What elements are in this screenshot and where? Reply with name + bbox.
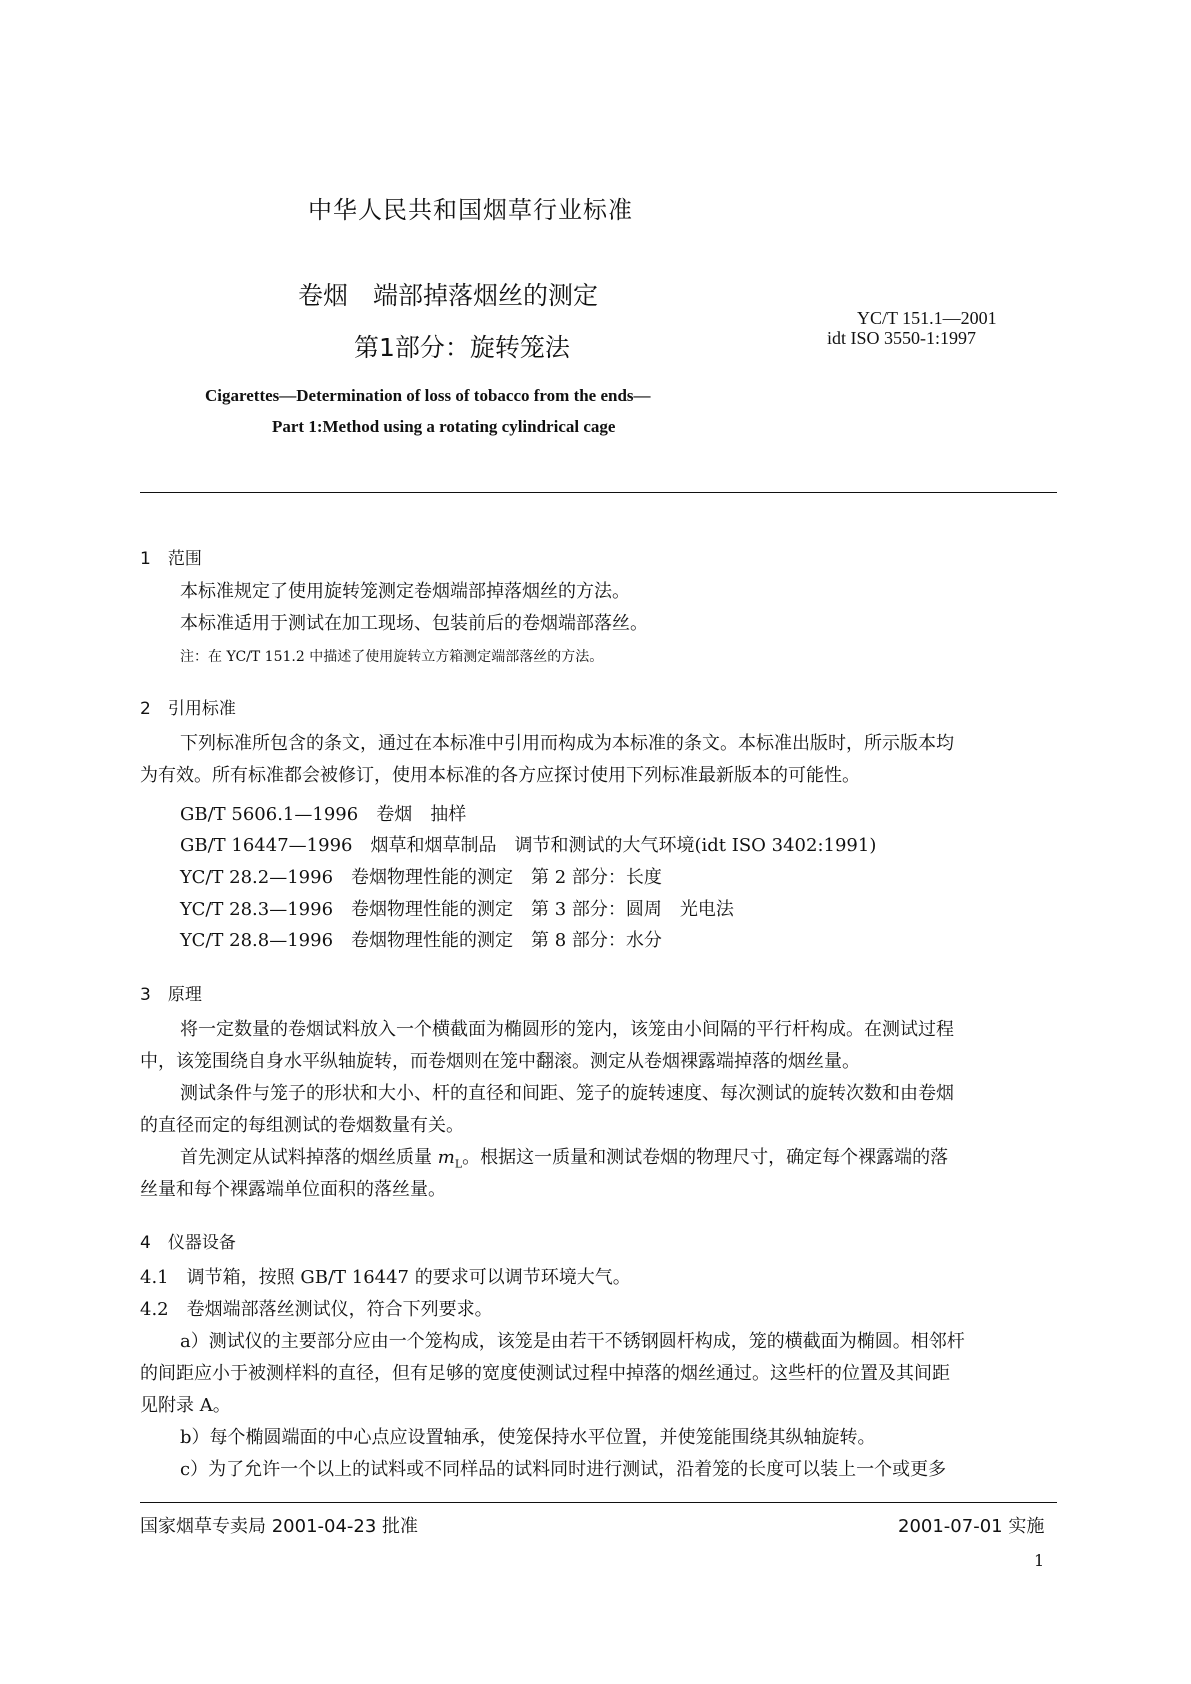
reference-item: YC/T 28.2—1996 卷烟物理性能的测定 第 2 部分：长度 [180,867,662,888]
section-3-paragraph-3-line2: 丝量和每个裸露端单位面积的落丝量。 [140,1179,446,1200]
english-title-line1: Cigarettes—Determination of loss of tobacco from the ends— [205,386,651,405]
mass-variable: m [437,1147,455,1168]
header-divider [140,492,1057,493]
section-4-heading: 4 仪器设备 [140,1233,236,1253]
standard-code: YC/T 151.1—2001 [857,308,997,328]
item-c-line1: c）为了允许一个以上的试料或不同样品的试料同时进行测试，沿着笼的长度可以装上一个或更多 [180,1459,947,1480]
text-run: 。根据这一质量和测试卷烟的物理尺寸，确定每个裸露端的落 [462,1147,949,1168]
item-a-line2: 的间距应小于被测样料的直径，但有足够的宽度使测试过程中掉落的烟丝通过。这些杆的位置及其间距 [140,1363,950,1384]
section-2-paragraph-line2: 为有效。所有标准都会被修订，使用本标准的各方应探讨使用下列标准最新版本的可能性。 [140,765,860,786]
section-1-heading: 1 范围 [140,549,202,569]
section-3-heading: 3 原理 [140,985,202,1005]
section-3-paragraph-2-line1: 测试条件与笼子的形状和大小、杆的直径和间距、笼子的旋转速度、每次测试的旋转次数和由卷烟 [180,1083,954,1104]
effective-date: 2001-07-01 实施 [898,1516,1045,1537]
item-b-line1: b）每个椭圆端面的中心点应设置轴承，使笼保持水平位置，并使笼能围绕其纵轴旋转。 [180,1427,876,1448]
reference-item: YC/T 28.8—1996 卷烟物理性能的测定 第 8 部分：水分 [180,930,662,951]
idt-code: idt ISO 3550-1:1997 [827,328,977,348]
section-2-paragraph-line1: 下列标准所包含的条文，通过在本标准中引用而构成为本标准的条文。本标准出版时，所示版本均 [180,733,954,754]
english-title-line2: Part 1:Method using a rotating cylindrical cage [272,417,616,436]
footer-divider [140,1502,1057,1503]
section-1-paragraph-1: 本标准规定了使用旋转笼测定卷烟端部掉落烟丝的方法。 [180,581,630,602]
reference-item: YC/T 28.3—1996 卷烟物理性能的测定 第 3 部分：圆周 光电法 [180,899,734,920]
page-number: 1 [1034,1551,1045,1570]
item-a-line1: a）测试仪的主要部分应由一个笼构成，该笼是由若干不锈钢圆杆构成，笼的横截面为椭圆。相邻杆 [180,1331,965,1352]
section-3-paragraph-2-line2: 的直径而定的每组测试的卷烟数量有关。 [140,1115,464,1136]
reference-item: GB/T 5606.1—1996 卷烟 抽样 [180,804,467,825]
approval-date: 国家烟草专卖局 2001-04-23 批准 [140,1516,419,1537]
text-run: 首先测定从试料掉落的烟丝质量 [180,1147,438,1168]
document-title-line2: 第1部分：旋转笼法 [354,333,570,362]
item-a-line3: 见附录 A。 [140,1395,231,1416]
org-title: 中华人民共和国烟草行业标准 [308,196,633,224]
section-1-paragraph-2: 本标准适用于测试在加工现场、包装前后的卷烟端部落丝。 [180,613,648,634]
section-3-paragraph-1-line2: 中，该笼围绕自身水平纵轴旋转，而卷烟则在笼中翻滚。测定从卷烟裸露端掉落的烟丝量。 [140,1051,860,1072]
section-1-note: 注：在 YC/T 151.2 中描述了使用旋转立方箱测定端部落丝的方法。 [180,649,604,665]
reference-item: GB/T 16447—1996 烟草和烟草制品 调节和测试的大气环境(idt ISO 3402:1991) [180,835,877,856]
mass-subscript: L [454,1157,463,1171]
clause-4-2: 4.2 卷烟端部落丝测试仪，符合下列要求。 [140,1299,493,1320]
clause-4-1: 4.1 调节箱，按照 GB/T 16447 的要求可以调节环境大气。 [140,1267,631,1288]
document-title-line1: 卷烟 端部掉落烟丝的测定 [298,281,599,310]
section-2-heading: 2 引用标准 [140,699,236,719]
section-3-paragraph-1-line1: 将一定数量的卷烟试料放入一个横截面为椭圆形的笼内，该笼由小间隔的平行杆构成。在测试过程 [180,1019,954,1040]
